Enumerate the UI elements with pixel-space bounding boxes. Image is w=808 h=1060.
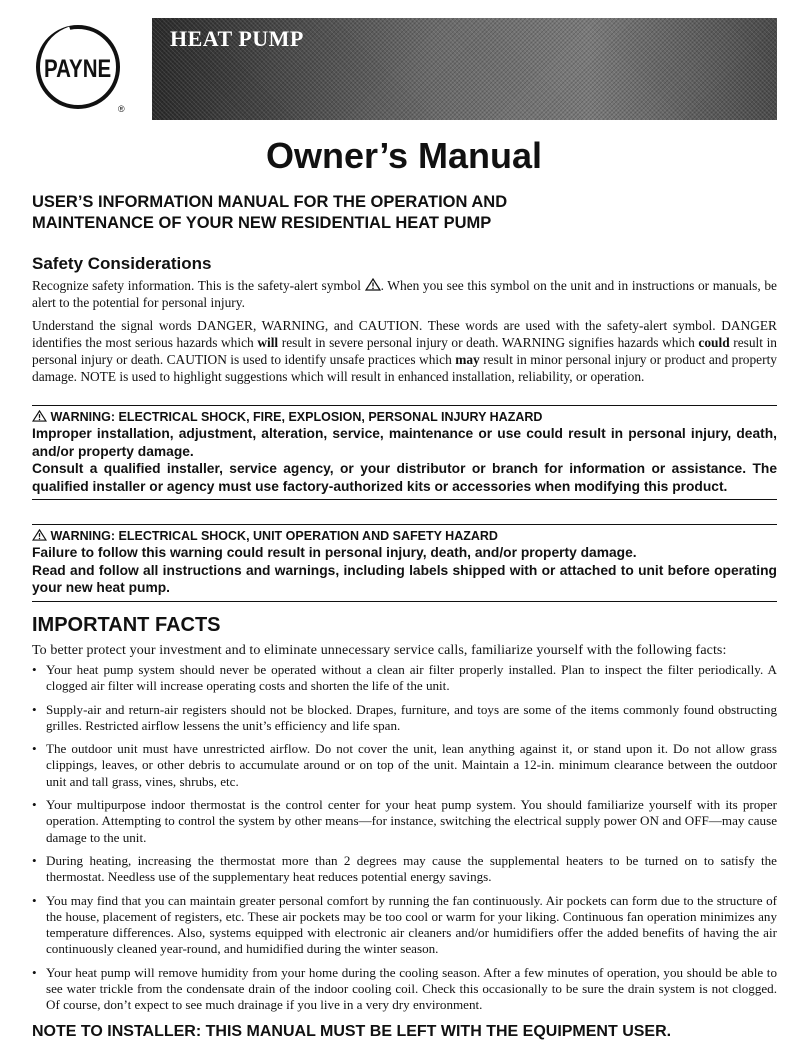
safety-p1-text-b: . When you see this symbol on the unit and in instructions or manuals, be alert to the potential for personal injury. — [32, 278, 777, 310]
document-title: Owner’s Manual — [265, 135, 543, 176]
list-item-text: The outdoor unit must have unrestricted airflow. Do not cover the unit, lean anything against it, or stand upon it. Do not allow grass clippings, leaves, or other debris to accumulate around or on top of the unit. Maintain a 12-in. minimum clearance between the outdoor unit and tall grass, vines, shrubs, etc. — [46, 741, 777, 789]
list-item — [32, 965, 777, 1014]
installer-note: NOTE TO INSTALLER: THIS MANUAL MUST BE LEFT WITH THE EQUIPMENT USER. — [32, 1023, 672, 1040]
list-item — [32, 853, 777, 886]
list-item — [32, 702, 777, 735]
safety-paragraph-1 — [32, 277, 777, 311]
bullet: • — [32, 964, 37, 980]
safety-paragraph-2 — [32, 317, 777, 385]
warning-box-unit-operation — [32, 524, 777, 602]
list-item — [32, 662, 777, 695]
list-item-text: Your multipurpose indoor thermostat is the control center for your heat pump system. You should familiarize yourself with its proper operation. Attempting to control the system by other means—for instance, switching the electrical supply power ON and OFF—may cause damage to the unit. — [46, 797, 777, 845]
warning-alert-icon — [32, 410, 47, 422]
list-item — [32, 797, 777, 846]
emphasis-could: could — [698, 335, 730, 350]
warning-body — [32, 425, 777, 495]
bullet: • — [32, 701, 37, 717]
safety-p2-text-d: result in minor personal injury or product and property damage. NOTE is used to highlight suggestions which will result in enhanced installation, reliability, or operation. — [32, 352, 777, 384]
header-banner — [152, 18, 777, 120]
emphasis-will: will — [257, 335, 279, 350]
list-item-text: Your heat pump will remove humidity from your home during the cooling season. After a few minutes of operation, you should be able to see water trickle from the condensate drain of the indoor cooling coil. Check this occasionally to be sure the drain system is not clogged. Of course, don’t expect to see much drainage if you live in a very dry environment. — [46, 964, 777, 1013]
warning-line-1: Improper installation, adjustment, alteration, service, maintenance or use could result in personal injury, death, and/or property damage. — [32, 426, 777, 459]
warning-title — [32, 528, 777, 544]
warning-title-text: WARNING: ELECTRICAL SHOCK, UNIT OPERATION AND SAFETY HAZARD — [50, 529, 498, 543]
banner-title: HEAT PUMP — [170, 26, 304, 51]
list-item — [32, 741, 777, 790]
list-item-text: Your heat pump system should never be operated without a clean air filter properly installed. Plan to inspect the filter periodically. A clogged air filter will increase operating costs and shorten the life of the unit. — [46, 662, 777, 694]
safety-body — [32, 277, 777, 391]
bullet: • — [32, 662, 37, 677]
warning-line-2: Consult a qualified installer, service agency, or your distributor or branch for information or assistance. The qualified installer or agency must use factory-authorized kits or accessories when modifying this product. — [32, 461, 777, 494]
important-facts-list — [32, 662, 777, 1021]
warning-title-text: WARNING: ELECTRICAL SHOCK, FIRE, EXPLOSION, PERSONAL INJURY HAZARD — [50, 410, 543, 424]
logo-text: PAYNE — [43, 54, 112, 83]
warning-title — [32, 409, 777, 425]
payne-logo — [30, 20, 130, 120]
emphasis-may: may — [455, 352, 480, 367]
safety-p2-text-a: Understand the signal words DANGER, WARNING, and CAUTION. These words are used with the safety-alert symbol. DANGER identifies the most serious hazards which — [32, 318, 777, 350]
bullet: • — [32, 892, 37, 908]
list-item-text: You may find that you can maintain greater personal comfort by running the fan continuously. Air pockets can form due to the structure of the house, placement of registers, etc. These air pockets may be too cool or warm for your liking. Continuous fan operation minimizes any temperature differences. Also, systems equipped with electronic air cleaners and/or humidifiers offer the added benefits of having the air continuously cleaned year-round, and humidified during the winter season. — [46, 892, 777, 957]
bullet: • — [32, 852, 37, 868]
important-facts-heading: IMPORTANT FACTS — [32, 614, 221, 636]
warning-body — [32, 544, 777, 597]
warning-box-electrical-fire — [32, 405, 777, 500]
bullet: • — [32, 797, 37, 813]
manual-subtitle — [32, 192, 777, 234]
safety-p2-text-b: result in severe personal injury or death. WARNING signifies hazards which — [278, 335, 699, 350]
subtitle-line-1: USER’S INFORMATION MANUAL FOR THE OPERATION AND — [32, 193, 508, 211]
warning-alert-icon — [32, 529, 47, 541]
subtitle-line-2: MAINTENANCE OF YOUR NEW RESIDENTIAL HEAT PUMP — [32, 214, 492, 232]
safety-p2-text-c: result in personal injury or death. CAUTION is used to identify unsafe practices which — [32, 335, 777, 367]
registered-mark: ® — [118, 104, 125, 114]
important-facts-intro: To better protect your investment and to eliminate unnecessary service calls, familiarize yourself with the following facts: — [32, 643, 727, 658]
safety-alert-icon — [365, 278, 381, 291]
safety-heading: Safety Considerations — [32, 254, 212, 273]
warning-line-1: Failure to follow this warning could result in personal injury, death, and/or property damage. — [32, 545, 637, 560]
bullet: • — [32, 741, 37, 757]
list-item — [32, 893, 777, 958]
list-item-text: During heating, increasing the thermostat more than 2 degrees may cause the supplemental heaters to be turned on to satisfy the thermostat. Needless use of the supplementary heat reduces potential energy savings. — [46, 852, 777, 885]
safety-p1-text-a: Recognize safety information. This is the safety-alert symbol — [32, 278, 365, 293]
list-item-text: Supply-air and return-air registers should not be blocked. Drapes, furniture, and toys are some of the items commonly found obstructing grilles. Restricted airflow lessens the unit’s efficiency and life span. — [46, 701, 777, 733]
warning-line-2: Read and follow all instructions and warnings, including labels shipped with or attached to unit before operating your new heat pump. — [32, 562, 777, 595]
